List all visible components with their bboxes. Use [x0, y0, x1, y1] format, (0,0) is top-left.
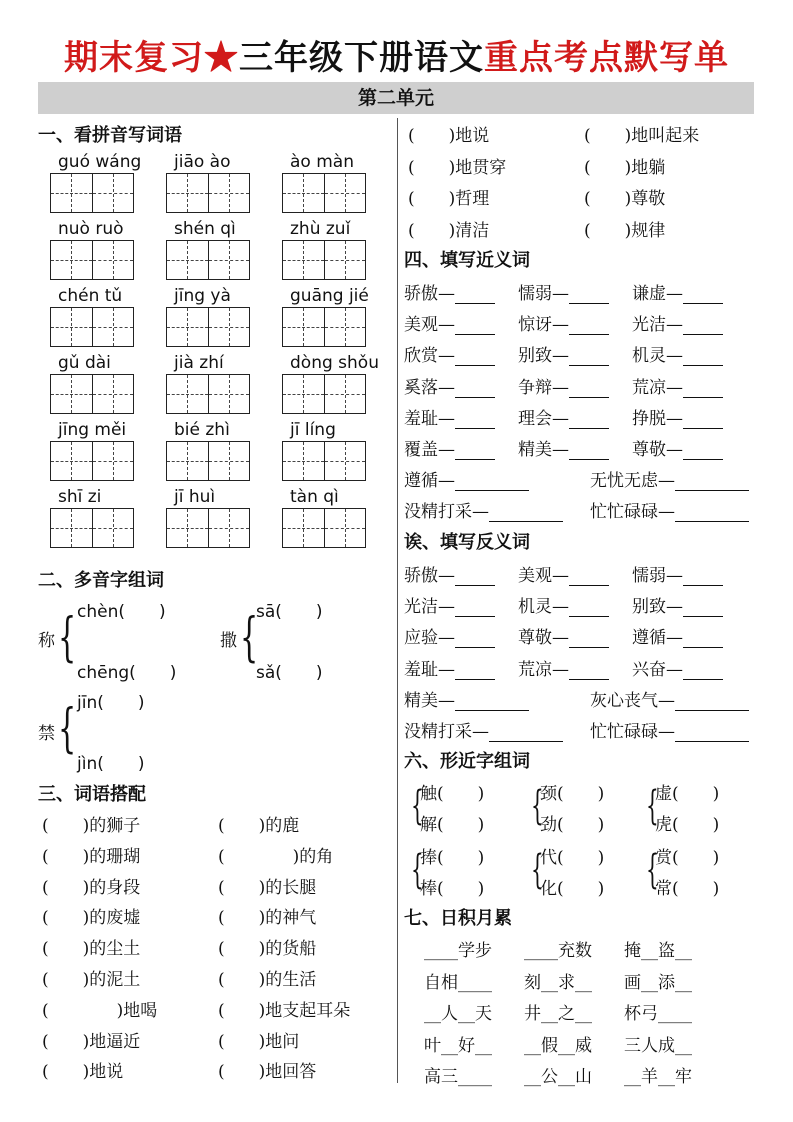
- writing-cell[interactable]: [324, 442, 366, 480]
- writing-cell[interactable]: [283, 509, 324, 547]
- word-prompt: 精美—: [404, 690, 455, 711]
- pinyin-label: jīng měi: [58, 420, 127, 440]
- writing-grid[interactable]: [166, 173, 250, 213]
- collocation-item: ( )地问: [218, 1031, 300, 1052]
- collocation-item: ( )规律: [584, 220, 666, 241]
- answer-blank[interactable]: [683, 286, 723, 304]
- writing-cell[interactable]: [283, 174, 324, 212]
- column-divider: [397, 118, 398, 1083]
- answer-blank[interactable]: [489, 504, 563, 522]
- answer-blank[interactable]: [569, 442, 609, 460]
- collocation-item: ( )地回答: [218, 1062, 317, 1083]
- writing-cell[interactable]: [167, 509, 208, 547]
- fill-item: [518, 279, 609, 304]
- word-prompt: 覆盖—: [404, 440, 455, 460]
- answer-blank[interactable]: [675, 724, 749, 742]
- word-prompt: 骄傲—: [404, 566, 455, 586]
- writing-grid[interactable]: [166, 240, 250, 280]
- idiom-item: 高三____: [424, 1067, 492, 1088]
- idiom-item: 掩__盗__: [624, 941, 692, 961]
- answer-blank[interactable]: [683, 568, 723, 586]
- collocation-item: ( )地躺: [584, 157, 666, 178]
- writing-grid[interactable]: [282, 173, 366, 213]
- collocation-item: ( )的废墟: [42, 908, 141, 929]
- brace: {: [646, 783, 659, 829]
- pinyin-label: bié zhì: [174, 420, 230, 440]
- answer-blank[interactable]: [489, 724, 563, 742]
- collocation-item: ( )的角: [218, 846, 334, 867]
- answer-blank[interactable]: [569, 599, 609, 617]
- section-3-heading: 三、词语搭配: [38, 784, 146, 805]
- fill-item: [632, 435, 723, 460]
- writing-grid[interactable]: [50, 508, 134, 548]
- pinyin-label: shén qì: [174, 219, 236, 239]
- brace: {: [411, 847, 424, 893]
- answer-blank[interactable]: [455, 568, 495, 586]
- writing-cell[interactable]: [208, 241, 250, 279]
- idiom-item: __人__天: [424, 1004, 492, 1025]
- answer-blank[interactable]: [569, 411, 609, 429]
- writing-cell[interactable]: [283, 375, 324, 413]
- writing-cell[interactable]: [51, 241, 92, 279]
- answer-blank[interactable]: [455, 662, 495, 680]
- similar-char-item: 虎( ): [655, 815, 720, 835]
- writing-cell[interactable]: [208, 509, 250, 547]
- word-prompt: 荒凉—: [632, 377, 683, 398]
- word-prompt: 美观—: [404, 315, 455, 336]
- brace: {: [531, 847, 544, 893]
- fill-item: [590, 466, 749, 491]
- word-prompt: 羞耻—: [404, 659, 455, 680]
- pinyin-label: jià zhí: [174, 353, 224, 373]
- similar-char-item: 化( ): [540, 879, 605, 899]
- fill-item: [518, 655, 609, 680]
- word-prompt: 别致—: [518, 346, 569, 367]
- answer-blank[interactable]: [675, 693, 749, 711]
- collocation-item: ( )地支起耳朵: [218, 1000, 351, 1021]
- pinyin-label: nuò ruò: [58, 219, 124, 239]
- similar-char-item: 解( ): [420, 815, 485, 835]
- writing-grid[interactable]: [282, 307, 366, 347]
- fill-item: [404, 279, 495, 304]
- answer-blank[interactable]: [569, 568, 609, 586]
- writing-cell[interactable]: [167, 241, 208, 279]
- answer-blank[interactable]: [569, 317, 609, 335]
- similar-char-item: 虚( ): [655, 784, 720, 804]
- answer-blank[interactable]: [683, 442, 723, 460]
- fill-item: [632, 279, 723, 304]
- polyphone-reading: jīn( ): [77, 693, 145, 713]
- collocation-item: ( )哲理: [408, 189, 490, 209]
- answer-blank[interactable]: [455, 317, 495, 335]
- writing-grid[interactable]: [166, 508, 250, 548]
- section-4-heading: 四、填写近义词: [404, 250, 530, 271]
- word-prompt: 懦弱—: [632, 566, 683, 586]
- writing-grid[interactable]: [50, 441, 134, 481]
- writing-grid[interactable]: [166, 374, 250, 414]
- answer-blank[interactable]: [455, 411, 495, 429]
- brace: {: [240, 608, 259, 668]
- word-prompt: 别致—: [632, 597, 683, 618]
- fill-item: [632, 404, 723, 429]
- writing-cell[interactable]: [283, 241, 324, 279]
- collocation-item: ( )地贯穿: [408, 157, 507, 178]
- collocation-item: ( )的身段: [42, 877, 141, 898]
- similar-char-item: 代( ): [540, 848, 605, 868]
- writing-cell[interactable]: [208, 308, 250, 346]
- similar-char-item: 棒( ): [420, 879, 485, 899]
- answer-blank[interactable]: [569, 662, 609, 680]
- answer-blank[interactable]: [455, 380, 495, 398]
- similar-char-item: 赏( ): [655, 848, 720, 868]
- polyphone-char: 禁: [38, 724, 55, 744]
- title-part-2: 三年级下册语文: [239, 38, 484, 78]
- collocation-item: ( )的货船: [218, 939, 317, 960]
- collocation-item: ( )的生活: [218, 970, 317, 990]
- writing-grid[interactable]: [282, 441, 366, 481]
- brace: {: [411, 783, 424, 829]
- polyphone-char: 撒: [220, 631, 237, 651]
- similar-char-item: 捧( ): [420, 848, 485, 868]
- word-prompt: 无忧无虑—: [590, 471, 675, 492]
- similar-char-item: 常( ): [655, 879, 720, 899]
- word-prompt: 精美—: [518, 440, 569, 460]
- collocation-item: ( )的长腿: [218, 877, 317, 898]
- word-prompt: 欣赏—: [404, 346, 455, 367]
- idiom-item: __公__山: [524, 1067, 592, 1088]
- fill-item: [404, 466, 529, 491]
- word-prompt: 忙忙碌碌—: [590, 502, 675, 523]
- fill-item: [632, 655, 723, 680]
- collocation-item: ( )地说: [42, 1062, 124, 1083]
- section-6-heading: 六、形近字组词: [404, 751, 530, 772]
- pinyin-label: jī líng: [290, 420, 336, 440]
- section-2-heading: 二、多音字组词: [38, 570, 164, 591]
- pinyin-label: gǔ dài: [58, 353, 111, 373]
- writing-cell[interactable]: [167, 442, 208, 480]
- section-7-heading: 七、日积月累: [404, 908, 512, 929]
- word-prompt: 奚落—: [404, 377, 455, 398]
- fill-item: [404, 373, 495, 398]
- collocation-item: ( )地喝: [42, 1000, 158, 1021]
- writing-cell[interactable]: [92, 241, 134, 279]
- fill-item: [590, 497, 749, 522]
- title-part-1: 期末复习★: [64, 38, 239, 78]
- answer-blank[interactable]: [569, 630, 609, 648]
- word-prompt: 羞耻—: [404, 408, 455, 429]
- section-5-heading: 诶、填写反义词: [404, 532, 530, 553]
- word-prompt: 荒凉—: [518, 659, 569, 680]
- writing-cell[interactable]: [324, 241, 366, 279]
- word-prompt: 遵循—: [404, 471, 455, 492]
- answer-blank[interactable]: [683, 380, 723, 398]
- answer-blank[interactable]: [455, 348, 495, 366]
- writing-cell[interactable]: [167, 375, 208, 413]
- fill-item: [518, 404, 609, 429]
- pinyin-label: zhù zuǐ: [290, 219, 351, 239]
- idiom-item: 画__添__: [624, 972, 692, 993]
- fill-item: [632, 592, 723, 617]
- collocation-item: ( )的神气: [218, 908, 317, 929]
- idiom-item: __假__威: [524, 1035, 592, 1056]
- fill-item: [404, 686, 529, 711]
- word-prompt: 惊讶—: [518, 315, 569, 336]
- collocation-item: ( )清洁: [408, 220, 490, 241]
- collocation-item: ( )的泥土: [42, 970, 141, 990]
- idiom-item: 井__之__: [524, 1004, 592, 1025]
- answer-blank[interactable]: [683, 630, 723, 648]
- fill-item: [404, 404, 495, 429]
- word-prompt: 懦弱—: [518, 284, 569, 304]
- word-prompt: 没精打采—: [404, 722, 489, 742]
- pinyin-label: jīng yà: [174, 286, 231, 306]
- fill-item: [632, 341, 723, 366]
- writing-cell[interactable]: [208, 174, 250, 212]
- pinyin-label: jiāo ào: [174, 152, 231, 172]
- answer-blank[interactable]: [569, 380, 609, 398]
- writing-cell[interactable]: [167, 174, 208, 212]
- answer-blank[interactable]: [683, 411, 723, 429]
- word-prompt: 机灵—: [632, 346, 683, 367]
- writing-grid[interactable]: [50, 374, 134, 414]
- answer-blank[interactable]: [455, 630, 495, 648]
- pinyin-label: guó wáng: [58, 152, 142, 172]
- word-prompt: 骄傲—: [404, 284, 455, 304]
- writing-cell[interactable]: [51, 442, 92, 480]
- idiom-item: 叶__好__: [424, 1035, 492, 1056]
- writing-cell[interactable]: [92, 375, 134, 413]
- writing-cell[interactable]: [208, 375, 250, 413]
- polyphone-reading: chèn( ): [77, 602, 166, 622]
- fill-item: [404, 717, 563, 742]
- similar-char-item: 劲( ): [540, 815, 605, 835]
- word-prompt: 没精打采—: [404, 502, 489, 523]
- fill-item: [518, 592, 609, 617]
- fill-item: [404, 310, 495, 335]
- collocation-item: ( )的狮子: [42, 816, 141, 836]
- fill-item: [632, 623, 723, 648]
- writing-cell[interactable]: [51, 174, 92, 212]
- fill-item: [404, 655, 495, 680]
- word-prompt: 争辩—: [518, 377, 569, 398]
- idiom-item: 刻__求__: [524, 972, 592, 993]
- writing-grid[interactable]: [166, 307, 250, 347]
- word-prompt: 谦虚—: [632, 284, 683, 304]
- word-prompt: 光洁—: [404, 597, 455, 618]
- writing-cell[interactable]: [283, 308, 324, 346]
- word-prompt: 尊敬—: [632, 440, 683, 460]
- pinyin-label: dòng shǒu: [290, 353, 379, 373]
- word-prompt: 理会—: [518, 408, 569, 429]
- writing-cell[interactable]: [92, 442, 134, 480]
- polyphone-char: 称: [38, 631, 55, 651]
- idiom-item: 自相____: [424, 972, 492, 993]
- collocation-item: ( )尊敬: [584, 189, 666, 209]
- idiom-item: ____充数: [524, 941, 592, 961]
- writing-grid[interactable]: [50, 173, 134, 213]
- answer-blank[interactable]: [569, 286, 609, 304]
- brace: {: [58, 608, 77, 668]
- fill-item: [632, 561, 723, 586]
- fill-item: [404, 435, 495, 460]
- answer-blank[interactable]: [675, 473, 749, 491]
- writing-grid[interactable]: [282, 508, 366, 548]
- similar-char-item: 颈( ): [540, 784, 605, 804]
- idiom-item: ____学步: [424, 941, 492, 961]
- answer-blank[interactable]: [675, 504, 749, 522]
- collocation-item: ( )地逼近: [42, 1031, 141, 1052]
- word-prompt: 兴奋—: [632, 659, 683, 680]
- brace: {: [58, 699, 77, 759]
- fill-item: [404, 623, 495, 648]
- fill-item: [404, 497, 563, 522]
- fill-item: [518, 341, 609, 366]
- brace: {: [531, 783, 544, 829]
- word-prompt: 挣脱—: [632, 408, 683, 429]
- word-prompt: 忙忙碌碌—: [590, 722, 675, 742]
- answer-blank[interactable]: [569, 348, 609, 366]
- idiom-item: __羊__牢: [624, 1067, 692, 1088]
- title-part-3: 重点考点默写单: [484, 38, 729, 78]
- writing-cell[interactable]: [208, 442, 250, 480]
- fill-item: [632, 373, 723, 398]
- writing-cell[interactable]: [51, 375, 92, 413]
- section-1-heading: 一、看拼音写词语: [38, 125, 182, 146]
- fill-item: [632, 310, 723, 335]
- pinyin-label: jī huì: [174, 487, 216, 507]
- idiom-item: 杯弓____: [624, 1004, 692, 1025]
- answer-blank[interactable]: [455, 599, 495, 617]
- collocation-item: ( )地叫起来: [584, 126, 700, 146]
- unit-header: 第二单元: [38, 82, 754, 114]
- collocation-item: ( )的珊瑚: [42, 846, 141, 867]
- writing-cell[interactable]: [324, 375, 366, 413]
- pinyin-label: guāng jié: [290, 286, 369, 306]
- writing-grid[interactable]: [50, 240, 134, 280]
- fill-item: [518, 561, 609, 586]
- polyphone-reading: sā( ): [256, 602, 323, 622]
- brace: {: [646, 847, 659, 893]
- collocation-item: ( )的尘土: [42, 939, 141, 960]
- word-prompt: 美观—: [518, 566, 569, 586]
- answer-blank[interactable]: [683, 599, 723, 617]
- pinyin-label: tàn qì: [290, 487, 339, 507]
- answer-blank[interactable]: [455, 473, 529, 491]
- writing-grid[interactable]: [282, 374, 366, 414]
- answer-blank[interactable]: [455, 442, 495, 460]
- polyphone-reading: chēng( ): [77, 663, 177, 683]
- fill-item: [518, 435, 609, 460]
- word-prompt: 尊敬—: [518, 628, 569, 649]
- writing-cell[interactable]: [92, 174, 134, 212]
- answer-blank[interactable]: [455, 693, 529, 711]
- writing-cell[interactable]: [324, 174, 366, 212]
- writing-cell[interactable]: [51, 308, 92, 346]
- fill-item: [404, 561, 495, 586]
- idiom-item: 三人成__: [624, 1035, 692, 1056]
- fill-item: [518, 623, 609, 648]
- answer-blank[interactable]: [455, 286, 495, 304]
- word-prompt: 遵循—: [632, 628, 683, 649]
- writing-grid[interactable]: [166, 441, 250, 481]
- fill-item: [518, 310, 609, 335]
- writing-cell[interactable]: [51, 509, 92, 547]
- word-prompt: 灰心丧气—: [590, 690, 675, 711]
- writing-cell[interactable]: [92, 509, 134, 547]
- writing-cell[interactable]: [167, 308, 208, 346]
- fill-item: [404, 341, 495, 366]
- pinyin-label: chén tǔ: [58, 286, 123, 306]
- fill-item: [590, 686, 749, 711]
- pinyin-label: ào màn: [290, 152, 354, 172]
- polyphone-reading: sǎ( ): [256, 663, 323, 683]
- answer-blank[interactable]: [683, 348, 723, 366]
- writing-cell[interactable]: [324, 509, 366, 547]
- answer-blank[interactable]: [683, 662, 723, 680]
- writing-cell[interactable]: [324, 308, 366, 346]
- fill-item: [590, 717, 749, 742]
- polyphone-reading: jìn( ): [77, 754, 145, 774]
- collocation-item: ( )的鹿: [218, 816, 300, 836]
- writing-cell[interactable]: [283, 442, 324, 480]
- fill-item: [518, 373, 609, 398]
- collocation-item: ( )地说: [408, 126, 490, 146]
- writing-grid[interactable]: [50, 307, 134, 347]
- pinyin-label: shī zi: [58, 487, 102, 507]
- page-title: [0, 30, 793, 79]
- word-prompt: 光洁—: [632, 315, 683, 336]
- word-prompt: 应验—: [404, 628, 455, 649]
- answer-blank[interactable]: [683, 317, 723, 335]
- word-prompt: 机灵—: [518, 597, 569, 618]
- writing-cell[interactable]: [92, 308, 134, 346]
- writing-grid[interactable]: [282, 240, 366, 280]
- similar-char-item: 触( ): [420, 784, 485, 804]
- fill-item: [404, 592, 495, 617]
